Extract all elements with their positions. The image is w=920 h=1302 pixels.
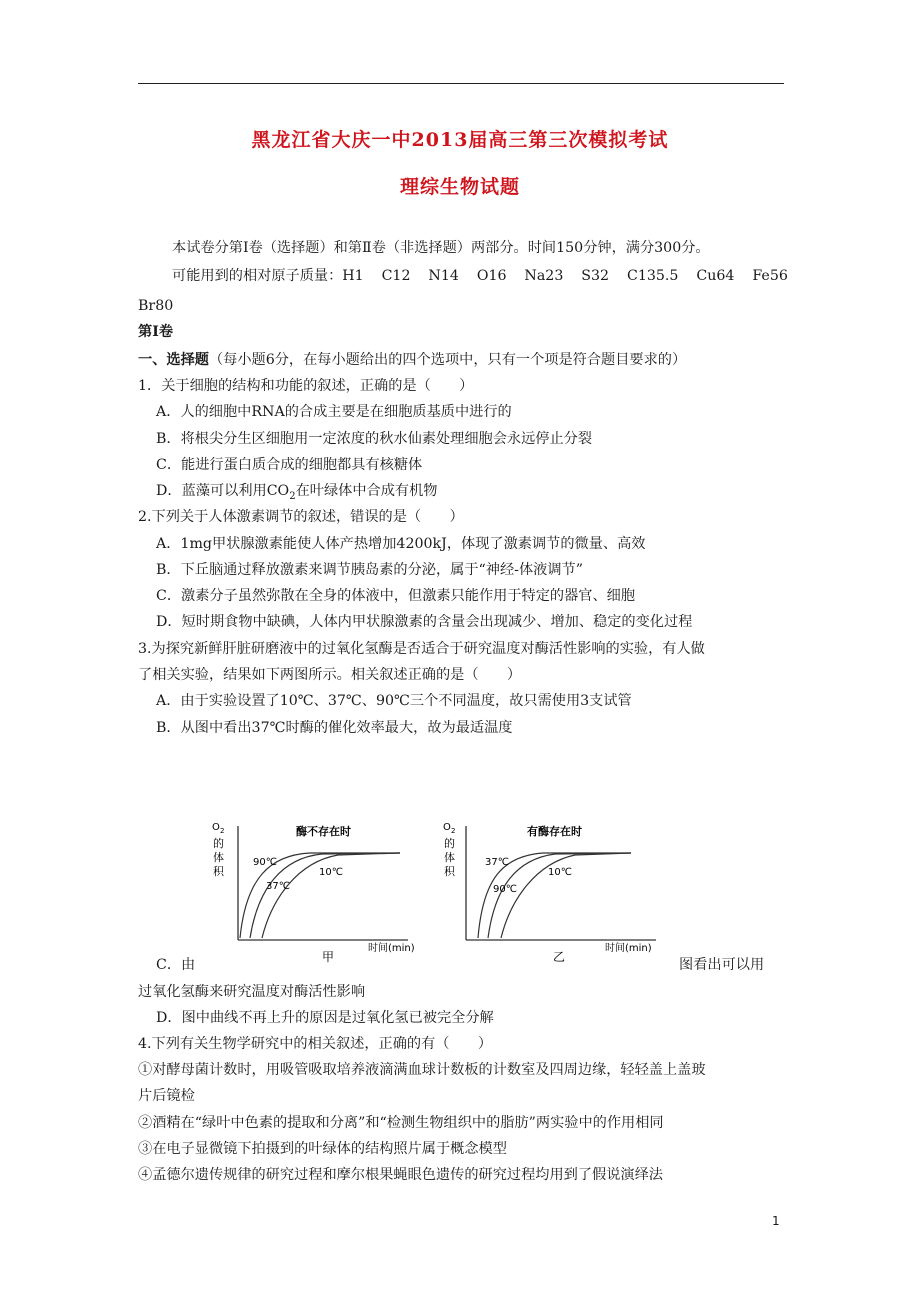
atomic-mass-o: O16 (476, 268, 507, 284)
q3-option-b: B．从图中看出37℃时酶的催化效率最大，故为最适温度 (156, 720, 513, 736)
atomic-mass-label: 可能用到的相对原子质量：H1 (172, 268, 364, 284)
q4-item-3: ③在电子显微镜下拍摄到的叶绿体的结构照片属于概念模型 (138, 1141, 507, 1157)
fig-left-title: 酶不存在时 (296, 825, 351, 838)
fig-left-curve-label-10: 10℃ (319, 867, 343, 878)
q2-option-d: D．短时期食物中缺碘，人体内甲状腺激素的含量会出现减少、增加、稳定的变化过程 (156, 614, 693, 630)
fig-right-y-label-sub: 2 (451, 827, 456, 835)
atomic-mass-c: C12 (381, 268, 411, 284)
header-rule (138, 83, 784, 84)
fig-right-y-label-char-2: 体 (444, 851, 455, 864)
q1-option-d-sub: 2 (289, 490, 296, 502)
section-heading (138, 350, 686, 370)
q2-option-c: C．激素分子虽然弥散在全身的体液中，但激素只能作用于特定的器官、细胞 (156, 588, 636, 604)
q2-option-b: B．下丘脑通过释放激素来调节胰岛素的分泌，属于“神经-体液调节” (156, 562, 583, 578)
figure-right-svg (441, 818, 666, 968)
q1-option-a: A．人的细胞中RNA的合成主要是在细胞质基质中进行的 (156, 404, 512, 420)
q1-option-d (156, 481, 437, 507)
fig-left-y-label-char-3: 积 (213, 865, 224, 878)
q1-option-c: C．能进行蛋白质合成的细胞都具有核糖体 (156, 457, 423, 473)
fig-right-curve-10 (501, 853, 631, 938)
fig-left-y-label-char-1: 的 (213, 837, 224, 850)
fig-left-curve-label-90: 90℃ (253, 857, 277, 868)
q4-item-1a: ①对酵母菌计数时，用吸管吸取培养液滴满血球计数板的计数室及四周边缘，轻轻盖上盖玻 (138, 1062, 706, 1078)
figure-left (210, 818, 420, 972)
fig-left-y-label-sub: 2 (220, 827, 225, 835)
fig-left-y-label-char-2: 体 (213, 851, 224, 864)
atomic-mass-s: S32 (581, 268, 610, 284)
fig-right-caption: 乙 (553, 950, 566, 964)
page-number: 1 (772, 1214, 780, 1228)
q3-stem-1: 3.为探究新鲜肝脏研磨液中的过氧化氢酶是否适合于研究温度对酶活性影响的实验，有人做 (138, 641, 705, 657)
intro-line-3: Br80 (138, 298, 174, 314)
fig-right-curve-label-37: 37℃ (485, 857, 509, 868)
q3-option-a: A．由于实验设置了10℃、37℃、90℃三个不同温度，故只需使用3支试管 (156, 693, 632, 709)
fig-right-title: 有酶存在时 (527, 825, 582, 838)
q3-option-c-cont: 过氧化氢酶来研究温度对酶活性影响 (138, 984, 366, 1000)
fig-right-curve-90 (488, 853, 631, 938)
q1-option-d-post: 在叶绿体中合成有机物 (295, 483, 438, 499)
fig-right-x-label: 时间(min) (605, 943, 652, 954)
q1-stem: 1．关于细胞的结构和功能的叙述，正确的是（ ） (138, 378, 474, 394)
q3-option-c-left: C．由 (156, 957, 196, 973)
q1-option-d-pre: D．蓝藻可以利用CO (156, 483, 290, 499)
fig-right-y-label-char-1: 的 (444, 837, 455, 850)
q4-item-4: ④孟德尔遗传规律的研究过程和摩尔根果蝇眼色遗传的研究过程均用到了假说演绎法 (138, 1167, 663, 1183)
q4-stem: 4.下列有关生物学研究中的相关叙述，正确的有（ ） (138, 1036, 493, 1052)
section-heading-bold: 一、选择题 (138, 352, 209, 368)
exam-title: 黑龙江省大庆一中2013届高三第三次模拟考试 (251, 129, 669, 151)
q3-option-c-right: 图看出可以用 (679, 957, 765, 973)
atomic-mass-na: Na23 (524, 268, 564, 284)
intro-line-2 (172, 266, 788, 286)
intro-line-1: 本试卷分第Ⅰ卷（选择题）和第Ⅱ卷（非选择题）两部分。时间150分钟，满分300分。 (172, 240, 710, 256)
fig-right-curve-label-10: 10℃ (548, 867, 572, 878)
fig-left-curve-label-37: 37℃ (266, 881, 290, 892)
q3-stem-2: 了相关实验，结果如下两图所示。相关叙述正确的是（ ） (138, 667, 522, 683)
fig-left-caption: 甲 (322, 950, 335, 964)
q3-option-d: D．图中曲线不再上升的原因是过氧化氢已被完全分解 (156, 1010, 494, 1026)
exam-subtitle: 理综生物试题 (399, 176, 520, 198)
figure-left-svg (210, 818, 420, 968)
figure-right (441, 818, 666, 972)
q4-item-2: ②酒精在“绿叶中色素的提取和分离”和“检测生物组织中的脂肪”两实验中的作用相同 (138, 1115, 664, 1131)
fig-right-curve-label-90: 90℃ (493, 884, 517, 895)
atomic-mass-n: N14 (428, 268, 459, 284)
atomic-mass-fe: Fe56 (752, 268, 788, 284)
fig-left-y-label-o: O (212, 822, 220, 833)
volume-heading: 第Ⅰ卷 (138, 324, 174, 340)
q2-option-a: A．1mg甲状腺激素能使人体产热增加4200kJ，体现了激素调节的微量、高效 (156, 536, 646, 552)
section-heading-rest: （每小题6分，在每小题给出的四个选项中，只有一个项是符合题目要求的） (208, 352, 687, 368)
q1-option-b: B．将根尖分生区细胞用一定浓度的秋水仙素处理细胞会永远停止分裂 (156, 431, 593, 447)
fig-left-x-label: 时间(min) (368, 943, 415, 954)
atomic-mass-cu: Cu64 (696, 268, 735, 284)
q2-stem: 2.下列关于人体激素调节的叙述，错误的是（ ） (138, 509, 464, 525)
fig-right-y-label-char-3: 积 (444, 865, 455, 878)
q4-item-1b: 片后镜检 (138, 1088, 195, 1104)
fig-left-curve-10 (262, 853, 400, 938)
atomic-mass-cl: C135.5 (626, 268, 679, 284)
fig-right-y-label-o: O (443, 822, 451, 833)
